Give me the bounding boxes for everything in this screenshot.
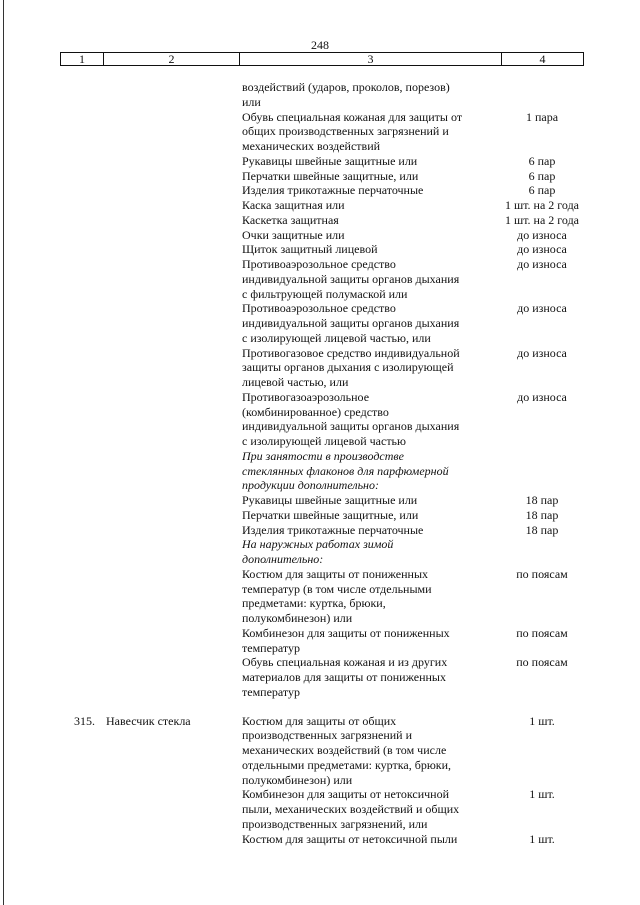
ppe-item-text: На наружных работах зимой bbox=[242, 537, 394, 552]
table-line bbox=[0, 787, 640, 802]
header-col-1: 1 bbox=[61, 53, 104, 65]
table-line bbox=[0, 758, 640, 773]
ppe-item-text: Перчатки швейные защитные, или bbox=[242, 507, 419, 522]
ppe-quantity: по поясам bbox=[516, 566, 568, 581]
table-header-row bbox=[60, 52, 584, 66]
ppe-item-text: Обувь специальная кожаная для защиты от bbox=[242, 109, 463, 124]
ppe-item-text: Комбинезон для защиты от нетоксичной bbox=[242, 787, 450, 802]
table-line bbox=[0, 493, 640, 508]
table-line bbox=[0, 272, 640, 287]
ppe-item-text: механических воздействий (в том числе bbox=[242, 743, 447, 757]
header-col-4: 4 bbox=[539, 52, 546, 66]
ppe-item-text: стеклянных флаконов для парфюмерной bbox=[242, 463, 449, 478]
ppe-quantity: до износа bbox=[517, 389, 567, 404]
ppe-item-text: индивидуальной защиты органов дыхания bbox=[242, 271, 460, 286]
table-line bbox=[0, 523, 640, 538]
table-line bbox=[0, 213, 640, 228]
ppe-quantity: 1 пара bbox=[525, 109, 559, 124]
ppe-item-text: дополнительно: bbox=[242, 552, 324, 566]
ppe-item-text: температур bbox=[242, 684, 301, 699]
ppe-quantity: до износа bbox=[517, 345, 567, 360]
profession-name: Навесчик стекла bbox=[106, 713, 191, 728]
ppe-item-text: предметами: куртка, брюки, bbox=[242, 596, 386, 611]
table-line bbox=[0, 743, 640, 758]
ppe-item-text: лицевой частью, или bbox=[242, 375, 349, 389]
ppe-item-text: Противоаэрозольное средство bbox=[242, 301, 396, 316]
ppe-quantity: 1 шт. bbox=[529, 713, 555, 728]
table-line bbox=[0, 95, 640, 110]
ppe-quantity: 18 пар bbox=[525, 493, 559, 507]
table-line bbox=[0, 685, 640, 700]
ppe-quantity: по поясам bbox=[516, 655, 568, 670]
ppe-item-text: механических воздействий bbox=[242, 139, 381, 153]
ppe-item-text: с изолирующей лицевой частью bbox=[242, 434, 406, 448]
ppe-item-text: Костюм для защиты от пониженных bbox=[242, 566, 429, 581]
table-line bbox=[0, 464, 640, 479]
ppe-item-text: полукомбинезон) или bbox=[242, 611, 353, 625]
table-line bbox=[0, 419, 640, 434]
table-line bbox=[0, 596, 640, 611]
ppe-item-text: материалов для защиты от пониженных bbox=[242, 670, 446, 684]
table-line bbox=[0, 802, 640, 817]
ppe-item-text: пыли, механических воздействий и общих bbox=[242, 802, 460, 816]
ppe-item-text: продукции дополнительно: bbox=[242, 478, 379, 493]
ppe-quantity: 1 шт. на 2 года bbox=[504, 198, 580, 212]
table-line bbox=[0, 316, 640, 331]
table-line bbox=[0, 728, 640, 743]
item-number: 315. bbox=[74, 713, 95, 728]
table-line bbox=[0, 139, 640, 154]
ppe-item-text: Противоаэрозольное средство bbox=[242, 257, 396, 271]
table-line bbox=[0, 655, 640, 670]
table-line bbox=[0, 552, 640, 567]
table-line bbox=[0, 80, 640, 95]
ppe-item-text: общих производственных загрязнений и bbox=[242, 124, 449, 139]
table-line bbox=[0, 611, 640, 626]
ppe-item-text: температур (в том числе отдельными bbox=[242, 581, 432, 596]
table-line bbox=[0, 449, 640, 464]
ppe-quantity: до износа bbox=[517, 301, 567, 316]
table-line bbox=[0, 832, 640, 847]
table-body bbox=[0, 80, 640, 846]
ppe-item-text: Каска защитная или bbox=[242, 198, 345, 212]
table-line bbox=[0, 228, 640, 243]
ppe-item-text: воздействий (ударов, проколов, порезов) bbox=[242, 80, 450, 94]
table-line bbox=[0, 405, 640, 420]
table-line bbox=[0, 434, 640, 449]
ppe-quantity: 1 шт. bbox=[529, 787, 555, 802]
table-line bbox=[0, 714, 640, 729]
table-line bbox=[0, 154, 640, 169]
table-line bbox=[0, 670, 640, 685]
ppe-item-text: Обувь специальная кожаная и из других bbox=[242, 655, 448, 670]
ppe-quantity: до износа bbox=[517, 227, 567, 242]
ppe-item-text: (комбинированное) средство bbox=[242, 404, 389, 419]
ppe-item-text: с изолирующей лицевой частью, или bbox=[242, 330, 431, 345]
ppe-item-text: температур bbox=[242, 640, 301, 655]
table-line bbox=[0, 390, 640, 405]
row-gap bbox=[0, 700, 640, 714]
table-line bbox=[0, 478, 640, 493]
ppe-item-text: индивидуальной защиты органов дыхания bbox=[242, 419, 460, 434]
ppe-item-text: Комбинезон для защиты от пониженных bbox=[242, 625, 450, 640]
ppe-item-text: полукомбинезон) или bbox=[242, 772, 353, 787]
table-line bbox=[0, 331, 640, 346]
table-line bbox=[0, 582, 640, 597]
ppe-quantity: 6 пар bbox=[528, 183, 556, 198]
ppe-quantity: 1 шт. bbox=[529, 831, 555, 846]
ppe-item-text: Изделия трикотажные перчаточные bbox=[242, 522, 424, 537]
table-line bbox=[0, 198, 640, 213]
ppe-item-text: защиты органов дыхания с изолирующей bbox=[242, 360, 454, 375]
ppe-item-text: производственных загрязнений, или bbox=[242, 816, 428, 831]
table-line bbox=[0, 183, 640, 198]
ppe-item-text: Противогазоаэрозольное bbox=[242, 389, 370, 404]
table-line bbox=[0, 287, 640, 302]
header-col-3: 3 bbox=[240, 53, 502, 65]
ppe-quantity: 6 пар bbox=[528, 168, 556, 183]
table-line bbox=[0, 257, 640, 272]
ppe-item-text: Костюм для защиты от нетоксичной пыли bbox=[242, 831, 458, 846]
table-line bbox=[0, 537, 640, 552]
ppe-item-text: индивидуальной защиты органов дыхания bbox=[242, 316, 460, 330]
table-line bbox=[0, 169, 640, 184]
ppe-item-text: Изделия трикотажные перчаточные bbox=[242, 183, 424, 198]
table-line bbox=[0, 375, 640, 390]
table-line bbox=[0, 110, 640, 125]
ppe-item-text: или bbox=[242, 94, 261, 109]
page-number: 248 bbox=[311, 38, 329, 52]
ppe-item-text: Рукавицы швейные защитные или bbox=[242, 493, 418, 507]
table-line bbox=[0, 817, 640, 832]
ppe-quantity: 18 пар bbox=[525, 507, 559, 522]
ppe-quantity: до износа bbox=[517, 257, 567, 271]
table-line bbox=[0, 567, 640, 582]
ppe-item-text: Перчатки швейные защитные, или bbox=[242, 168, 419, 183]
table-line bbox=[0, 124, 640, 139]
table-line bbox=[0, 360, 640, 375]
ppe-quantity: 6 пар bbox=[528, 153, 556, 168]
ppe-item-text: Рукавицы швейные защитные или bbox=[242, 153, 418, 168]
table-line bbox=[0, 301, 640, 316]
ppe-item-text: отдельными предметами: куртка, брюки, bbox=[242, 757, 452, 772]
table-line bbox=[0, 242, 640, 257]
table-line bbox=[0, 773, 640, 788]
ppe-item-text: Противогазовое средство индивидуальной bbox=[242, 345, 460, 360]
table-line bbox=[0, 641, 640, 656]
ppe-item-text: Щиток защитный лицевой bbox=[242, 242, 378, 257]
ppe-quantity: до износа bbox=[517, 242, 567, 257]
ppe-item-text: Костюм для защиты от общих bbox=[242, 713, 397, 728]
ppe-item-text: Очки защитные или bbox=[242, 227, 345, 242]
ppe-quantity: 18 пар bbox=[525, 522, 559, 537]
ppe-item-text: Каскетка защитная bbox=[242, 212, 339, 227]
table-line bbox=[0, 626, 640, 641]
header-col-2: 2 bbox=[104, 53, 240, 65]
ppe-quantity: по поясам bbox=[516, 625, 568, 640]
ppe-item-text: производственных загрязнений и bbox=[242, 728, 413, 743]
table-line bbox=[0, 346, 640, 361]
table-line bbox=[0, 508, 640, 523]
ppe-item-text: с фильтрующей полумаской или bbox=[242, 286, 408, 301]
ppe-item-text: При занятости в производстве bbox=[242, 448, 404, 463]
ppe-quantity: 1 шт. на 2 года bbox=[504, 212, 580, 227]
